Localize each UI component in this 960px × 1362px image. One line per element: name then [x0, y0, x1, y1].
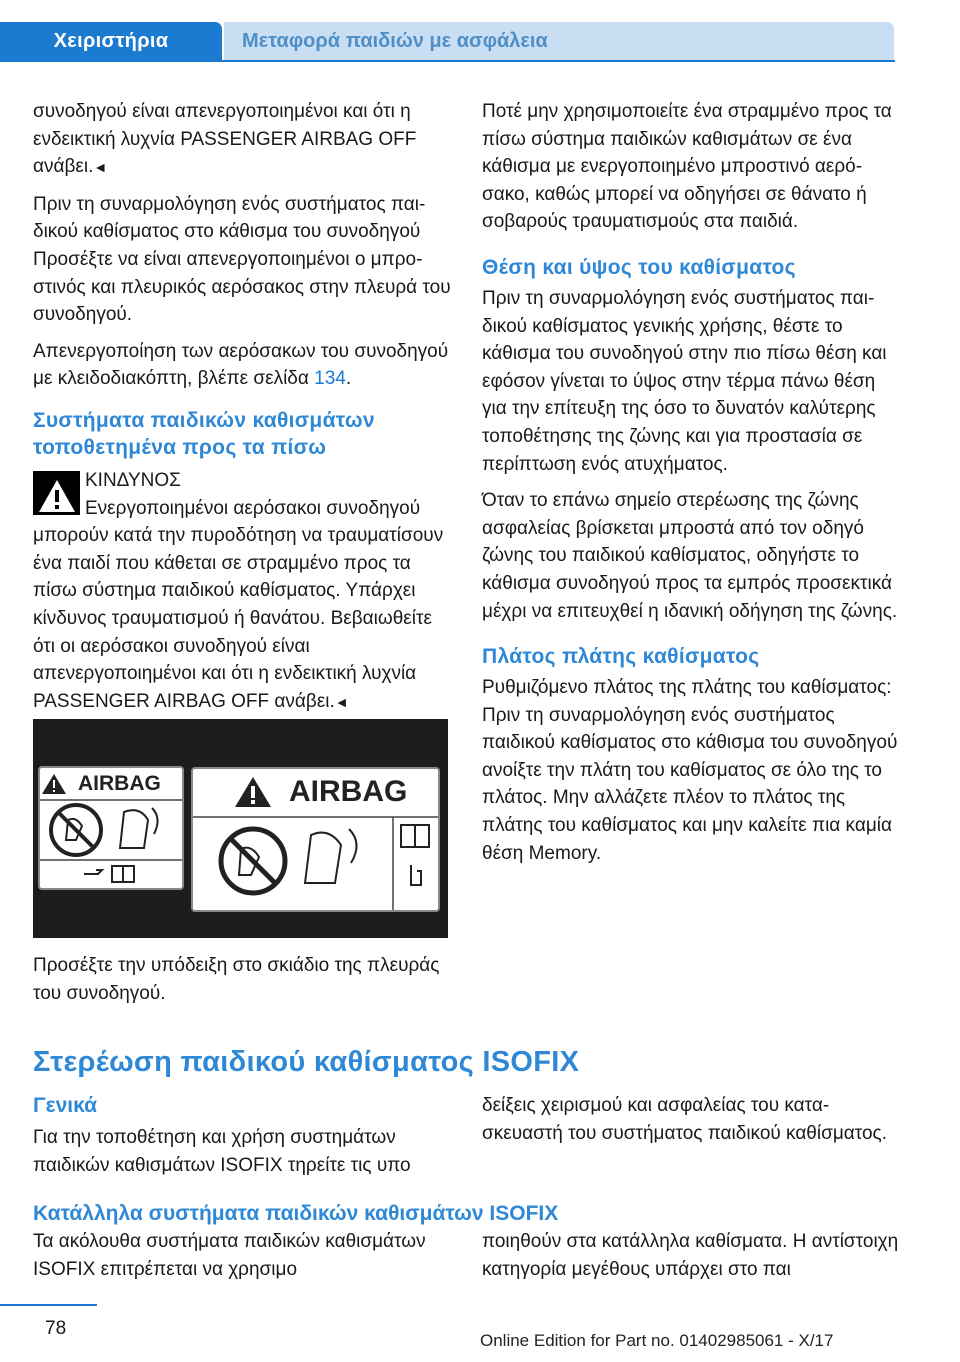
end-mark-icon: ◄: [334, 693, 349, 710]
photo-caption: Προσέξτε την υπόδειξη στο σκιάδιο της πλευράς του συνοδηγού.: [33, 955, 440, 1004]
paragraph: Πριν τη συναρμολόγηση ενός συστήματος παιδικού καθίσματος στο κάθισμα του συνοδηγού Προσέξτε να είναι απενεργοποιημένοι ο μπροστινός και πλευρικός αερόσακος στην πλευρά του συνοδηγού.: [33, 193, 451, 326]
paragraph-suitable-right: ποιηθούν στα κατάλληλα καθίσματα. Η αντίστοιχη κατηγορία μεγέθους υπάρχει στο παι: [482, 1231, 899, 1280]
left-column: [33, 98, 451, 716]
airbag-label-photo: [33, 719, 448, 938]
warning-body: μπορούν κατά την πυροδότηση να τραυματίσουν ένα παιδί που κάθεται σε στραμμένο προς τα πίσω σύστημα παιδικού καθίσματος. Υπάρχει κίνδυνος τραυματισμού ή θανάτου. Βεβαιωθείτε ότι οι αερόσακοι συνοδηγού είναι απενεργοποιημένοι και ότι η ενδεικτική λυχνία PASSENGER AIRBAG OFF ανάβει.◄: [33, 525, 444, 712]
edition-text: Online Edition for Part no. 01402985061 - X/17: [480, 1331, 834, 1350]
paragraph: Πριν τη συναρμολόγηση ενός συστήματος παιδικού καθίσματος γενικής χρήσης, θέστε το κάθισμα του συνοδηγού στην πιο πίσω θέση και εφόσον γίνεται το ύψος στην τέρμα πάνω θέση για την επίτευξη της όσο το δυνατόν καλύτερης τοποθέτησης της ζώνης και για προστασία σε περίπτωση ενός ατυχήματος.: [482, 287, 887, 475]
paragraph-suitable-left: Τα ακόλουθα συστήματα παιδικών καθισμάτων ISOFIX επιτρέπεται να χρησιμο: [33, 1231, 426, 1280]
paragraph-general-left: Για την τοποθέτηση και χρήση συστημάτων παιδικών καθισμάτων ISOFIX τηρείτε τις υπο: [33, 1127, 411, 1176]
section-heading-rear-facing: Συστήματα παιδικών καθισμάτων τοποθετημένα προς τα πίσω: [33, 408, 375, 459]
section-heading-seat-position: Θέση και ύψος του καθίσματος: [482, 255, 796, 279]
subheading-suitable-isofix: Κατάλληλα συστήματα παιδικών καθισμάτων ISOFIX: [33, 1202, 559, 1225]
airbag-label-big: [191, 767, 440, 912]
airbag-text-big: AIRBAG: [289, 775, 408, 808]
paragraph: Ποτέ μην χρησιμοποιείτε ένα στραμμένο προς τα πίσω σύστημα παιδικών καθισμάτων σε ένα κάθισμα με ενεργοποιημένο μπροστινό αερόσακο, καθώς μπορεί να οδηγήσει σε θάνατο ή σοβαρούς τραυματισμούς στα παιδιά.: [482, 101, 892, 233]
warning-first-line: Ενεργοποιημένοι αερόσακοι συνοδηγού: [85, 497, 421, 519]
section-heading-backrest-width: Πλάτος πλάτης καθίσματος: [482, 645, 760, 669]
warning-icon: [33, 471, 80, 515]
page-number: 78: [45, 1318, 67, 1339]
section-title-isofix: Στερέωση παιδικού καθίσματος ISOFIX: [33, 1046, 580, 1078]
warning-title: ΚΙΝΔΥΝΟΣ: [85, 469, 181, 491]
warning-block: [33, 467, 451, 716]
paragraph-general-right: δείξεις χειρισμού και ασφαλείας του κατασκευαστή του συστήματος παιδικού καθίσματος.: [482, 1095, 887, 1144]
page-link[interactable]: 134: [314, 368, 346, 390]
paragraph: Ρυθμιζόμενο πλάτος της πλάτης του καθίσματος: Πριν τη συναρμολόγηση ενός συστήματος παιδικού καθίσματος στο κάθισμα του συνοδηγού ανοίξτε την πλάτη του καθίσματος σε όλο της το πλάτος. Μην αλλάζετε πλέον το πλάτος της πλάτης του καθίσματος και μην καλείτε πια καμία θέση Memory.: [482, 677, 898, 864]
tab-child-safety[interactable]: Μεταφορά παιδιών με ασφάλεια: [224, 22, 894, 60]
paragraph: Όταν το επάνω σημείο στερέωσης της ζώνης ασφαλείας βρίσκεται μπροστά από τον οδηγό ζώνης του παιδικού καθίσματος, οδηγήστε το κάθισμα συνοδηγού προς τα εμπρός προσεκτικά μέχρι να επιτευχθεί η ιδανική οδήγηση της ζώνης.: [482, 490, 898, 622]
airbag-label-small: [38, 766, 184, 890]
tab-controls[interactable]: Χειριστήρια: [0, 22, 222, 60]
paragraph: Απενεργοποίηση των αερόσακων του συνοδηγού με κλειδοδιακόπτη, βλέπε σελίδα 134.: [33, 340, 449, 390]
header-tabs: [0, 0, 895, 62]
airbag-text-small: AIRBAG: [78, 772, 161, 795]
paragraph: συνοδηγού είναι απενεργοποιημένοι και ότι η ενδεικτική λυχνία PASSENGER AIRBAG OFF ανάβει.◄: [33, 101, 417, 178]
subheading-general: Γενικά: [33, 1094, 98, 1117]
right-column: [482, 98, 902, 876]
footer-divider: [0, 1304, 97, 1306]
end-mark-icon: ◄: [93, 159, 108, 176]
header-divider: [0, 60, 895, 62]
